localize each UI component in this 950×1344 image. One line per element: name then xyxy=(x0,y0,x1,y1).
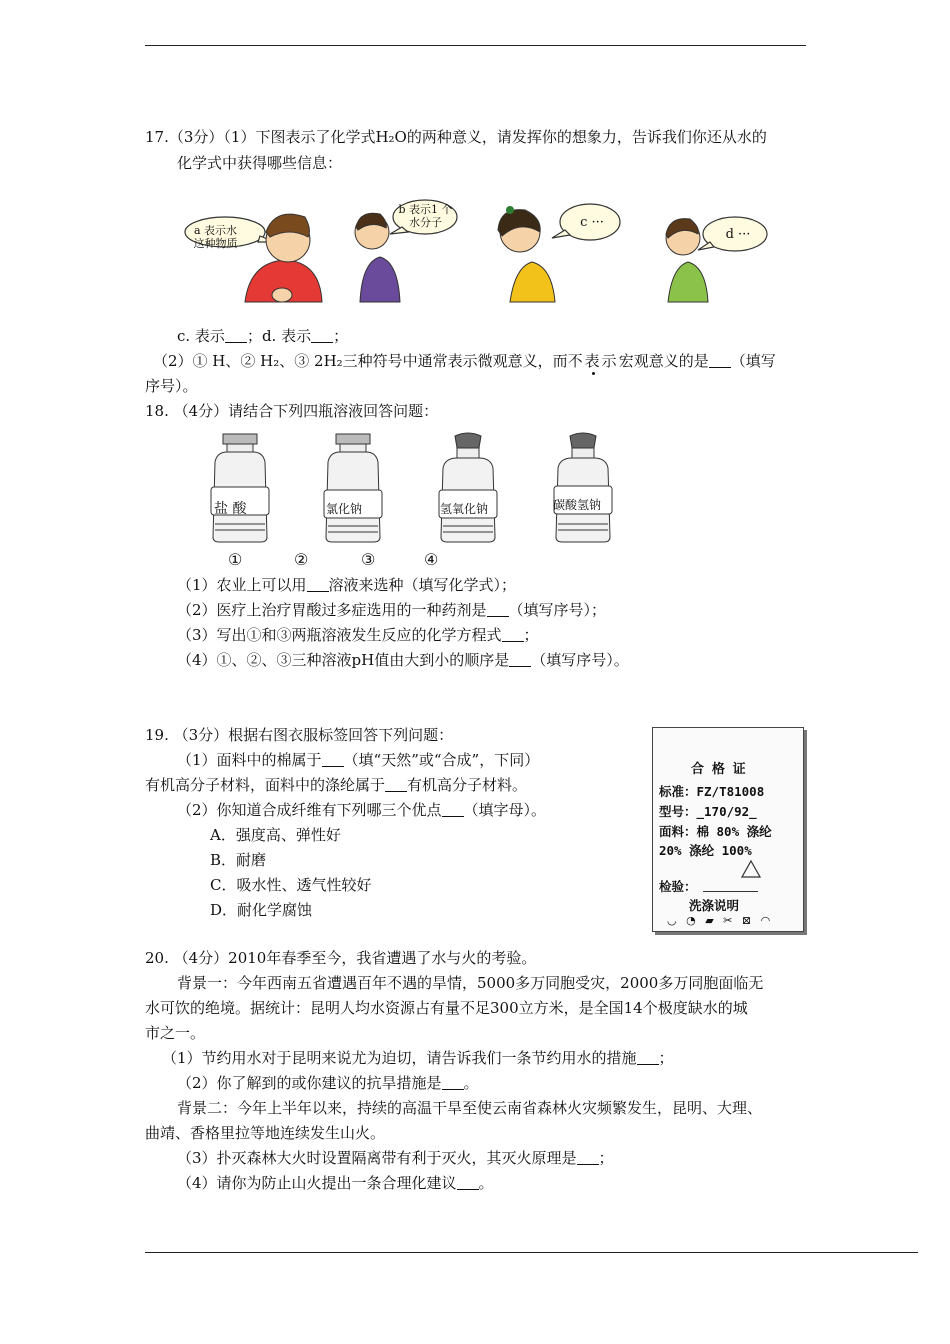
q20-p1-blank[interactable] xyxy=(637,1050,659,1065)
tag-wash: 洗涤说明 xyxy=(689,898,740,913)
part2-emphasis xyxy=(568,352,619,370)
q20-p2-a: （2）你了解到的或你建议的抗旱措施是 xyxy=(177,1074,442,1092)
q20-title: 20. （4分）2010年春季至今，我省遭遇了水与火的考验。 xyxy=(145,949,537,967)
q19-p1-b: （填“天然”或“合成”，下同） xyxy=(343,751,540,769)
q20-p3-b: ； xyxy=(598,1149,614,1167)
q19-title: 19. （3分）根据右图衣服标签回答下列问题： xyxy=(145,726,454,744)
emphasis-text: 不表示 xyxy=(567,352,619,370)
tag-check: 检验： xyxy=(659,879,697,894)
q18-item-2-b: （填写序号）； xyxy=(508,601,607,619)
q17-line2: 化学式中获得哪些信息： xyxy=(177,154,343,172)
part2-c: （填写 xyxy=(730,352,776,370)
clothing-tag xyxy=(652,727,804,932)
tag-model: 型号：_170/92_ xyxy=(659,804,757,819)
q19-p1-c: 有机高分子材料，面料中的涤纶属于 xyxy=(145,776,386,794)
bottle-2-label: 氯化钠 xyxy=(326,502,363,516)
wash-symbols-icon: ◡ ◔ ▰ ✂ ⊠ ◠ xyxy=(667,914,774,927)
q20-p4 xyxy=(177,1173,494,1193)
bottle-3 xyxy=(439,433,497,542)
q19-option-b: B．耐磨 xyxy=(210,851,267,869)
q17-part2-line2: 序号）。 xyxy=(145,377,198,395)
q18-item-4-b: （填写序号）。 xyxy=(531,651,629,669)
bottle-number-2: ② xyxy=(294,550,309,569)
q20-p3-a: （3）扑灭森林大火时设置隔离带有利于灭火，其灭火原理是 xyxy=(177,1149,577,1167)
q19-p1 xyxy=(177,750,539,770)
q18-item-4-blank[interactable] xyxy=(509,652,531,667)
answer-c-blank[interactable] xyxy=(225,328,247,343)
q20-p3-blank[interactable] xyxy=(577,1150,599,1165)
bubble-c-text: c ··· xyxy=(580,215,604,230)
q20-p2 xyxy=(177,1073,479,1093)
bottle-number-4: ④ xyxy=(424,550,439,569)
q20-bg1-line2: 水可饮的绝境。据统计：昆明人均水资源占有量不足300立方米，是全国14个极度缺水的城 xyxy=(145,999,748,1017)
bottle-2 xyxy=(324,434,382,542)
bottle-number-1: ① xyxy=(228,550,243,569)
q20-p3 xyxy=(177,1148,614,1168)
bubble-a-text: a 表示水 这种物质 xyxy=(193,224,238,250)
q19-p2-a: （2）你知道合成纤维有下列哪三个优点 xyxy=(177,801,442,819)
tag-check-line xyxy=(703,891,758,892)
q18-item-2-a: （2）医疗上治疗胃酸过多症选用的一种药剂是 xyxy=(177,601,487,619)
q18-item-1-b: 溶液来选种（填写化学式）； xyxy=(328,576,517,594)
q18-item-3-b: ； xyxy=(523,626,539,644)
q20-p4-a: （4）请你为防止山火提出一条合理化建议 xyxy=(177,1174,457,1192)
q18-title: 18. （4分）请结合下列四瓶溶液回答问题： xyxy=(145,402,439,420)
q19-p1-a: （1）面料中的棉属于 xyxy=(177,751,322,769)
part2-b: 宏观意义的是 xyxy=(618,352,709,370)
q19-p1-blank1[interactable] xyxy=(322,752,344,767)
warning-triangle-icon xyxy=(741,860,761,878)
q19-p2-b: （填字母）。 xyxy=(463,801,547,819)
tag-fabric-1: 面料：棉 80% 涤纶 xyxy=(659,824,772,839)
q20-bg2-line1: 背景二：今年上半年以来，持续的高温干旱至使云南省森林火灾频繁发生，昆明、大理、 xyxy=(177,1099,763,1117)
q19-p1-blank2[interactable] xyxy=(385,777,407,792)
footer-rule xyxy=(145,1252,918,1253)
q18-item-1-blank[interactable] xyxy=(307,577,329,592)
q18-item-2-blank[interactable] xyxy=(487,602,509,617)
bottle-1-label: 盐 酸 xyxy=(214,501,247,517)
bottle-4-label: 碳酸氢钠 xyxy=(553,498,602,512)
q20-p1 xyxy=(162,1048,674,1068)
q18-item-4 xyxy=(177,650,629,670)
q19-option-d: D．耐化学腐蚀 xyxy=(210,901,313,919)
bubble-b-text: b 表示1 个水分子 xyxy=(398,203,453,229)
header-rule xyxy=(145,45,806,46)
q18-item-3 xyxy=(177,625,539,645)
bubble-d-text: d ··· xyxy=(725,227,751,242)
q20-bg1-line1: 背景一：今年西南五省遭遇百年不遇的旱情，5000多万同胞受灾，2000多万同胞面临无 xyxy=(177,974,764,992)
answer-d-blank[interactable] xyxy=(311,328,333,343)
q20-p4-blank[interactable] xyxy=(457,1175,479,1190)
bottle-number-3: ③ xyxy=(361,550,376,569)
q18-item-3-blank[interactable] xyxy=(502,627,524,642)
q17-part2 xyxy=(153,351,776,371)
bottle-1 xyxy=(211,434,269,542)
tag-fabric-2: 20% 涤纶 100% xyxy=(659,843,752,858)
q18-item-4-a: （4）①、②、③三种溶液pH值由大到小的顺序是 xyxy=(177,651,510,669)
q18-item-1 xyxy=(177,575,516,595)
q20-bg2-line2: 曲靖、香格里拉等地连续发生山火。 xyxy=(145,1124,386,1142)
q17-cartoon-figure xyxy=(180,192,780,307)
q17-line1: 17.（3分）（1）下图表示了化学式H₂O的两种意义，请发挥你的想象力，告诉我们你还从水的 xyxy=(145,128,767,146)
answer-end: ； xyxy=(333,327,349,345)
q19-p1-d: 有机高分子材料。 xyxy=(407,776,528,794)
q20-p4-b: 。 xyxy=(478,1174,494,1192)
part2-blank[interactable] xyxy=(709,353,731,368)
tag-title: 合 格 证 xyxy=(691,762,746,777)
q18-item-3-a: （3）写出①和③两瓶溶液发生反应的化学方程式 xyxy=(177,626,502,644)
tag-standard: 标准：FZ/T81008 xyxy=(659,784,765,799)
part2-a: （2）① H、② H₂、③ 2H₂三种符号中通常表示微观意义，而 xyxy=(153,352,568,370)
q20-p1-b: ； xyxy=(658,1049,674,1067)
q19-p1-line2 xyxy=(145,775,527,795)
q19-p2 xyxy=(177,800,546,820)
q20-p2-b: 。 xyxy=(463,1074,479,1092)
q19-option-c: C．吸水性、透气性较好 xyxy=(210,876,372,894)
answer-c-prefix: c. 表示 xyxy=(177,327,225,345)
q20-p2-blank[interactable] xyxy=(442,1075,464,1090)
q18-bottles-figure xyxy=(200,432,625,547)
q18-item-1-a: （1）农业上可以用 xyxy=(177,576,307,594)
answer-d-prefix: ；d. 表示 xyxy=(246,327,312,345)
bottle-3-label: 氢氧化钠 xyxy=(440,502,489,516)
q17-answer-cd xyxy=(177,326,348,346)
q18-item-2 xyxy=(177,600,606,620)
q19-p2-blank[interactable] xyxy=(442,802,464,817)
q20-p1-a: （1）节约用水对于昆明来说尤为迫切，请告诉我们一条节约用水的措施 xyxy=(162,1049,637,1067)
q20-bg1-line3: 市之一。 xyxy=(145,1024,206,1042)
q19-option-a: A．强度高、弹性好 xyxy=(210,826,341,844)
bottle-4 xyxy=(554,433,612,542)
